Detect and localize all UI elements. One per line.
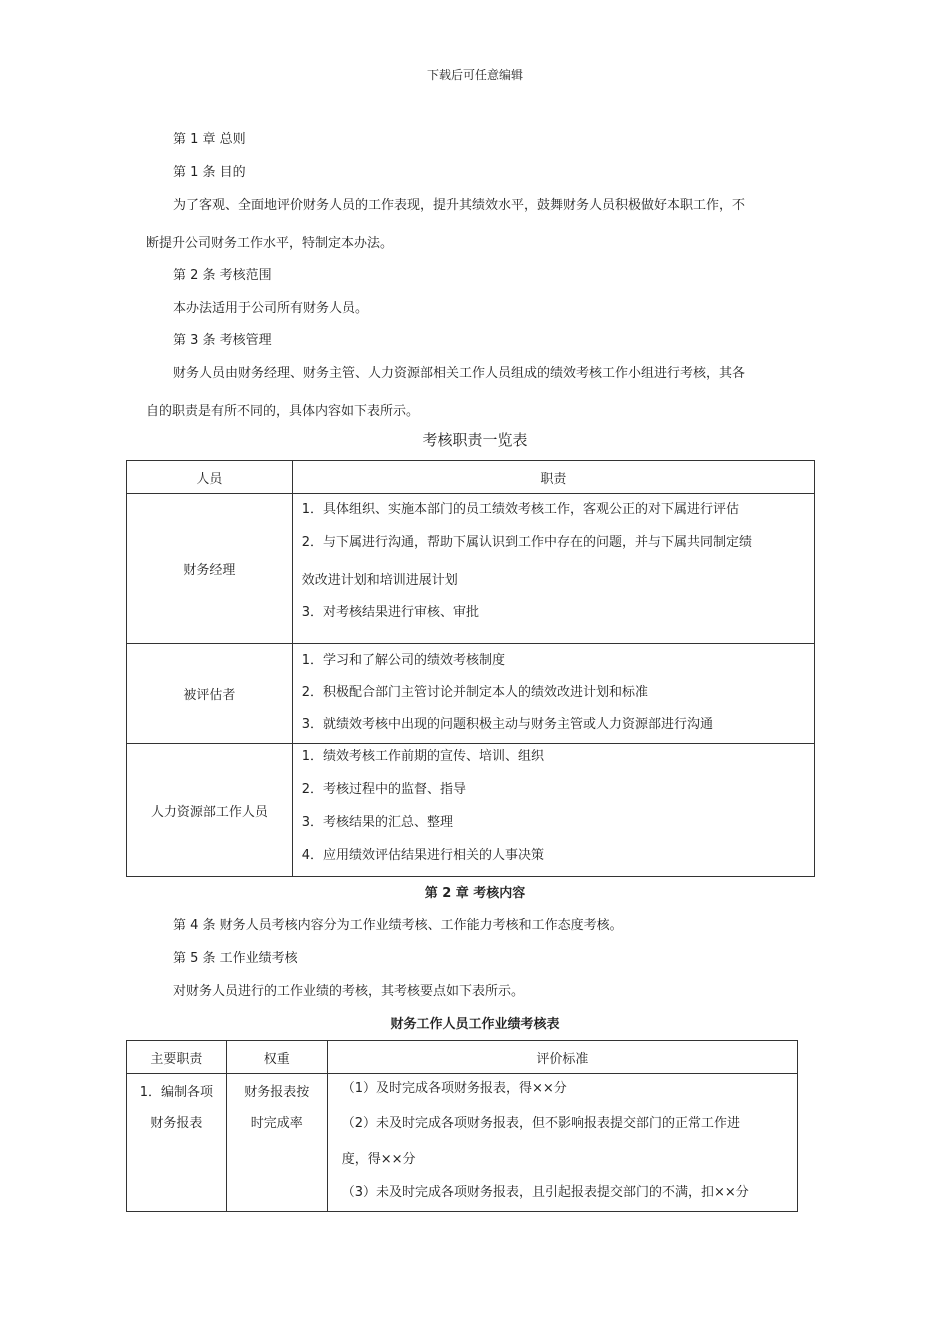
article2-title: 第 2 条 考核范围 — [173, 268, 272, 283]
performance-table — [126, 1040, 798, 1212]
duty-line: 1．编制各项 — [139, 1085, 214, 1100]
header-weight: 权重 — [226, 1041, 327, 1074]
criteria-cell — [327, 1074, 797, 1212]
weight-line: 财务报表按 — [244, 1085, 310, 1100]
header-criteria: 评价标准 — [327, 1041, 797, 1074]
article5-title: 第 5 条 工作业绩考核 — [173, 951, 298, 966]
table-row — [127, 644, 815, 744]
header-duty: 职责 — [292, 461, 814, 494]
table-row — [127, 1074, 798, 1212]
header-main-duty: 主要职责 — [127, 1041, 227, 1074]
article3-text-line2: 自的职责是有所不同的，具体内容如下表所示。 — [146, 404, 420, 419]
article2-text: 本办法适用于公司所有财务人员。 — [173, 301, 369, 316]
duty-item: 2．考核过程中的监督、指导 — [301, 782, 467, 797]
duty-item: 1．具体组织、实施本部门的员工绩效考核工作，客观公正的对下属进行评估 — [301, 502, 740, 517]
duty-cell — [127, 1074, 227, 1212]
criteria-item: 度，得××分 — [341, 1152, 416, 1167]
duty-item: 3．就绩效考核中出现的问题积极主动与财务主管或人力资源部进行沟通 — [301, 717, 714, 732]
header-person: 人员 — [127, 461, 293, 494]
duty-line: 财务报表 — [150, 1116, 203, 1131]
criteria-item: （1）及时完成各项财务报表，得××分 — [341, 1081, 567, 1096]
role-cell: 人力资源部工作人员 — [127, 744, 293, 877]
article3-title: 第 3 条 考核管理 — [173, 333, 272, 348]
chapter2-title: 第 2 章 考核内容 — [424, 886, 526, 901]
table-header-row — [127, 461, 815, 494]
table-row — [127, 494, 815, 644]
weight-cell — [226, 1074, 327, 1212]
weight-line: 时完成率 — [250, 1116, 303, 1131]
duty-item: 3．考核结果的汇总、整理 — [301, 815, 454, 830]
article1-text-line1: 为了客观、全面地评价财务人员的工作表现，提升其绩效水平，鼓舞财务人员积极做好本职工作，不 — [173, 198, 746, 213]
table2-caption: 财务工作人员工作业绩考核表 — [390, 1017, 560, 1032]
article1-title: 第 1 条 目的 — [173, 165, 246, 180]
duty-item: 2．积极配合部门主管讨论并制定本人的绩效改进计划和标准 — [301, 685, 649, 700]
duty-item: 效改进计划和培训进展计划 — [301, 573, 458, 588]
chapter1-title: 第 1 章 总则 — [173, 132, 246, 147]
duty-item: 4．应用绩效评估结果进行相关的人事决策 — [301, 848, 545, 863]
article5-text: 对财务人员进行的工作业绩的考核，其考核要点如下表所示。 — [173, 984, 525, 999]
table-header-row — [127, 1041, 798, 1074]
article4-text: 第 4 条 财务人员考核内容分为工作业绩考核、工作能力考核和工作态度考核。 — [173, 918, 623, 933]
table-row — [127, 744, 815, 877]
article1-text-line2: 断提升公司财务工作水平，特制定本办法。 — [146, 236, 394, 251]
table1-caption: 考核职责一览表 — [422, 431, 528, 449]
duty-item: 3．对考核结果进行审核、审批 — [301, 605, 480, 620]
duty-item: 1．绩效考核工作前期的宣传、培训、组织 — [301, 749, 545, 764]
duty-cell — [292, 644, 814, 744]
article3-text-line1: 财务人员由财务经理、财务主管、人力资源部相关工作人员组成的绩效考核工作小组进行考核，其各 — [173, 366, 746, 381]
responsibility-table — [126, 460, 815, 877]
role-cell: 财务经理 — [127, 494, 293, 644]
duty-cell — [292, 494, 814, 644]
header-note: 下载后可任意编辑 — [426, 68, 523, 82]
duty-cell — [292, 744, 814, 877]
criteria-item: （3）未及时完成各项财务报表，且引起报表提交部门的不满，扣××分 — [341, 1185, 749, 1200]
duty-item: 2．与下属进行沟通，帮助下属认识到工作中存在的问题，并与下属共同制定绩 — [301, 535, 753, 550]
role-cell: 被评估者 — [127, 644, 293, 744]
duty-item: 1．学习和了解公司的绩效考核制度 — [301, 653, 506, 668]
criteria-item: （2）未及时完成各项财务报表，但不影响报表提交部门的正常工作进 — [341, 1116, 740, 1131]
